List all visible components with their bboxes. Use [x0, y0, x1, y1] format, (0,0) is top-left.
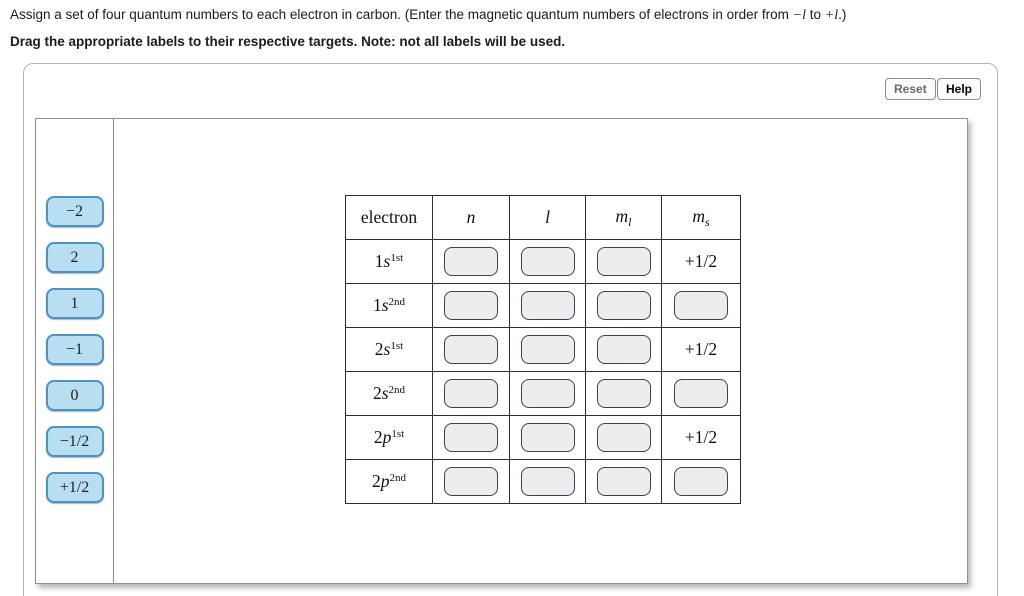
drop-target[interactable]	[521, 247, 575, 276]
orbital-letter: s	[383, 251, 391, 271]
label-chip[interactable]: 1	[46, 288, 104, 319]
drop-cell	[433, 416, 510, 460]
drop-target[interactable]	[444, 379, 498, 408]
drop-target[interactable]	[521, 291, 575, 320]
drop-cell	[586, 284, 662, 328]
electron-row-label	[346, 460, 433, 504]
electron-ordinal: 1st	[391, 428, 405, 440]
quantum-numbers-table	[345, 195, 741, 504]
table-row	[346, 416, 741, 460]
drop-target[interactable]	[597, 423, 651, 452]
drop-target[interactable]	[444, 335, 498, 364]
electron-row-label	[346, 284, 433, 328]
column-header	[586, 196, 662, 240]
drop-target[interactable]	[444, 467, 498, 496]
electron-row-label	[346, 240, 433, 284]
minus-l-symbol: −l	[792, 8, 807, 23]
column-header-label: l	[545, 207, 550, 227]
drop-target[interactable]	[521, 335, 575, 364]
shell-number: 2	[373, 427, 383, 447]
fixed-value-cell: +1/2	[662, 416, 741, 460]
drop-target[interactable]	[674, 291, 728, 320]
table-row	[346, 284, 741, 328]
drop-target[interactable]	[674, 379, 728, 408]
label-chip[interactable]: −2	[46, 196, 104, 227]
drop-target[interactable]	[521, 423, 575, 452]
column-header-label: m	[615, 205, 629, 226]
drop-cell	[586, 372, 662, 416]
drop-cell	[433, 460, 510, 504]
drop-cell	[510, 284, 586, 328]
drop-cell	[586, 240, 662, 284]
drop-target[interactable]	[597, 247, 651, 276]
electron-ordinal: 2nd	[388, 384, 406, 396]
table-header-row	[346, 196, 741, 240]
shell-number: 1	[372, 295, 382, 315]
drop-cell	[586, 328, 662, 372]
drop-cell	[662, 372, 741, 416]
drop-target[interactable]	[674, 467, 728, 496]
table-row	[346, 460, 741, 504]
column-header	[662, 196, 741, 240]
electron-ordinal: 1st	[390, 340, 404, 352]
instruction-line-2: Drag the appropriate labels to their respective targets. Note: not all labels will be used.	[10, 34, 566, 49]
electron-row-label	[346, 416, 433, 460]
drop-target[interactable]	[444, 291, 498, 320]
label-chip[interactable]: −1/2	[46, 426, 104, 457]
drop-cell	[586, 416, 662, 460]
shell-number: 2	[372, 471, 381, 491]
drop-target[interactable]	[521, 379, 575, 408]
orbital-letter: s	[381, 383, 389, 403]
label-chip[interactable]: 2	[46, 242, 104, 273]
drop-cell	[510, 372, 586, 416]
activity-container	[23, 63, 998, 596]
electron-ordinal: 1st	[390, 252, 404, 264]
orbital-letter: s	[383, 339, 391, 359]
drop-target[interactable]	[444, 423, 498, 452]
drop-cell	[662, 460, 741, 504]
drop-cell	[510, 460, 586, 504]
shell-number: 1	[374, 251, 384, 271]
drop-target[interactable]	[521, 467, 575, 496]
electron-ordinal: 2nd	[389, 472, 406, 484]
column-header-label: m	[692, 205, 705, 226]
fixed-value-cell: +1/2	[662, 240, 741, 284]
label-chip[interactable]: 0	[46, 380, 104, 411]
instruction-text: .)	[838, 7, 847, 22]
column-header-subscript: s	[704, 214, 710, 229]
column-header-label: electron	[360, 207, 418, 227]
drop-cell	[433, 284, 510, 328]
table-row	[346, 328, 741, 372]
column-header	[433, 196, 510, 240]
orbital-letter: p	[382, 427, 392, 447]
label-palette	[36, 119, 114, 583]
table-row	[346, 240, 741, 284]
instruction-text: to	[806, 7, 825, 22]
orbital-letter: s	[381, 295, 389, 315]
instruction-line-1	[10, 7, 846, 24]
drop-cell	[433, 240, 510, 284]
electron-ordinal: 2nd	[388, 296, 406, 308]
drop-target[interactable]	[597, 467, 651, 496]
drop-target[interactable]	[444, 247, 498, 276]
drop-cell	[662, 284, 741, 328]
drop-target[interactable]	[597, 335, 651, 364]
column-header-subscript: l	[628, 214, 632, 229]
column-header	[346, 196, 433, 240]
shell-number: 2	[372, 383, 382, 403]
plus-l-symbol: +l	[824, 8, 839, 23]
drop-cell	[510, 416, 586, 460]
electron-row-label	[346, 372, 433, 416]
reset-button[interactable]: Reset	[885, 78, 936, 100]
drop-cell	[510, 328, 586, 372]
column-header	[510, 196, 586, 240]
work-panel	[35, 118, 968, 584]
column-header-label: n	[466, 207, 476, 227]
fixed-value-cell: +1/2	[662, 328, 741, 372]
drop-cell	[510, 240, 586, 284]
drop-target[interactable]	[597, 379, 651, 408]
label-chip[interactable]: −1	[46, 334, 104, 365]
help-button[interactable]: Help	[937, 78, 981, 100]
drop-cell	[433, 372, 510, 416]
instruction-text: Assign a set of four quantum numbers to each electron in carbon. (Enter the magnetic quantum numbers of electrons in order from	[10, 7, 793, 22]
drop-cell	[433, 328, 510, 372]
table-body	[346, 240, 741, 504]
label-chip[interactable]: +1/2	[46, 472, 104, 503]
table-row	[346, 372, 741, 416]
drop-cell	[586, 460, 662, 504]
drop-target[interactable]	[597, 291, 651, 320]
shell-number: 2	[374, 339, 384, 359]
orbital-letter: p	[380, 471, 390, 491]
electron-row-label	[346, 328, 433, 372]
